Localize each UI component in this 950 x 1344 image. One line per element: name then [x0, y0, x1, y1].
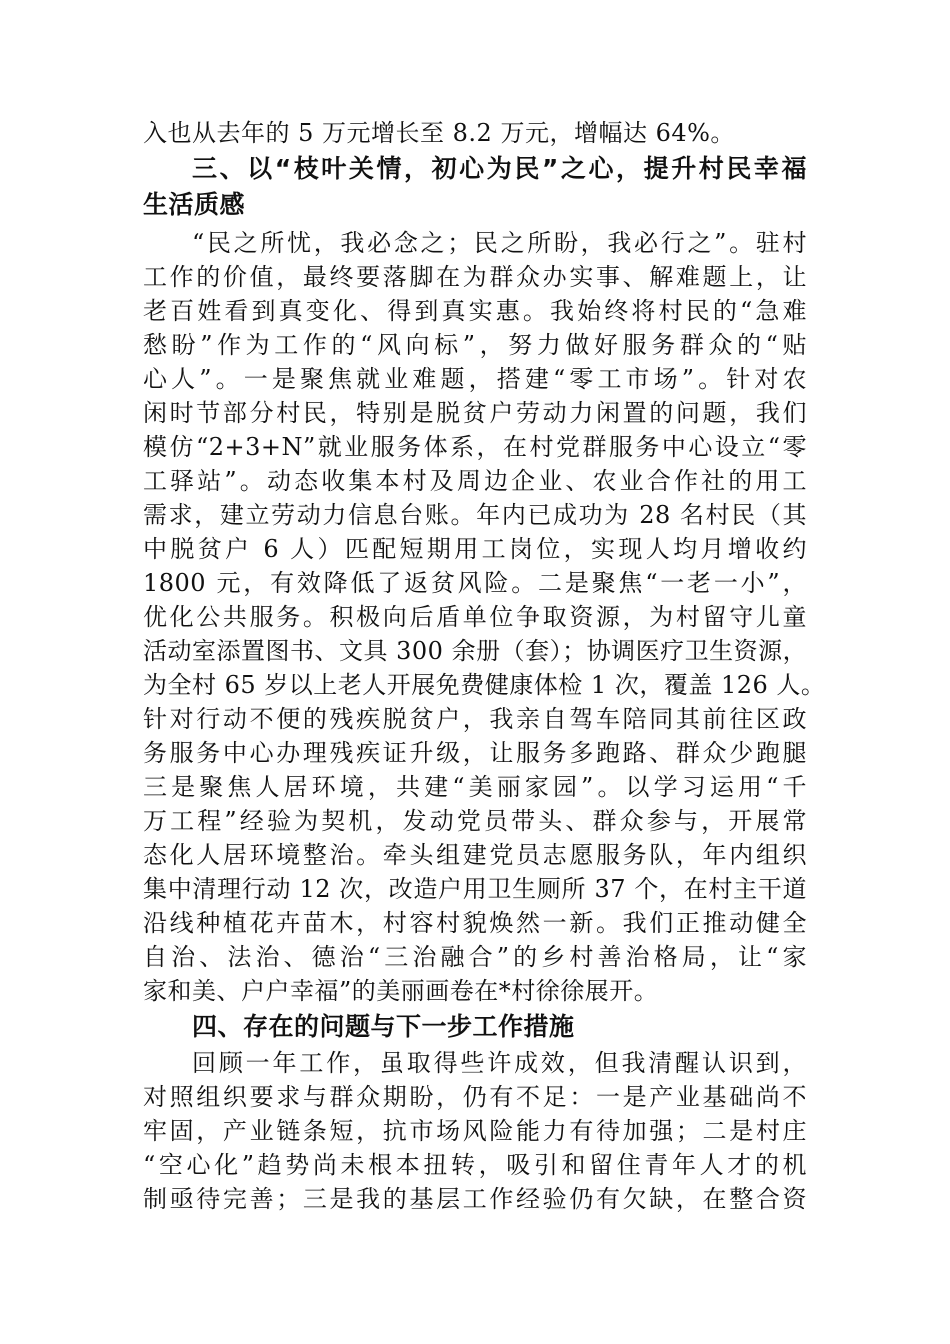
- body-line: 模仿“2+3+N”就业服务体系，在村党群服务中心设立“零: [143, 433, 807, 461]
- section-heading-4: 四、存在的问题与下一步工作措施: [192, 1012, 575, 1041]
- body-line: 工作的价值，最终要落脚在为群众办实事、解难题上，让: [143, 263, 807, 291]
- body-line: 1800 元，有效降低了返贫风险。二是聚焦“一老一小”，: [143, 569, 807, 597]
- body-line: 万工程”经验为契机，发动党员带头、群众参与，开展常: [143, 807, 807, 835]
- body-line: 为全村 65 岁以上老人开展免费健康体检 1 次，覆盖 126 人。: [143, 671, 826, 699]
- body-line: “民之所忧，我必念之；民之所盼，我必行之”。驻村: [192, 229, 807, 257]
- body-line: 集中清理行动 12 次，改造户用卫生厕所 37 个，在村主干道: [143, 875, 807, 903]
- body-line: 老百姓看到真变化、得到真实惠。我始终将村民的“急难: [143, 297, 807, 325]
- body-line: 牢固，产业链条短，抗市场风险能力有待加强；二是村庄: [143, 1117, 807, 1145]
- body-line: “空心化”趋势尚未根本扭转，吸引和留住青年人才的机: [143, 1151, 807, 1179]
- body-line: 活动室添置图书、文具 300 余册（套）；协调医疗卫生资源，: [143, 637, 808, 665]
- body-line: 家和美、户户幸福”的美丽画卷在*村徐徐展开。: [143, 977, 659, 1005]
- body-line: 对照组织要求与群众期盼，仍有不足：一是产业基础尚不: [143, 1083, 807, 1111]
- body-line: 优化公共服务。积极向后盾单位争取资源，为村留守儿童: [143, 603, 807, 631]
- section-heading-3: 三、以“枝叶关情，初心为民”之心，提升村民幸福: [192, 154, 807, 183]
- body-line: 针对行动不便的残疾脱贫户，我亲自驾车陪同其前往区政: [143, 705, 807, 733]
- body-line: 中脱贫户 6 人）匹配短期用工岗位，实现人均月增收约: [143, 535, 807, 563]
- body-line: 愁盼”作为工作的“风向标”，努力做好服务群众的“贴: [143, 331, 807, 359]
- body-line: 沿线种植花卉苗木，村容村貌焕然一新。我们正推动健全: [143, 909, 807, 937]
- body-line: 回顾一年工作，虽取得些许成效，但我清醒认识到，: [192, 1049, 807, 1077]
- body-line: 制亟待完善；三是我的基层工作经验仍有欠缺，在整合资: [143, 1185, 807, 1213]
- body-line: 需求，建立劳动力信息台账。年内已成功为 28 名村民（其: [143, 501, 807, 529]
- body-line: 闲时节部分村民，特别是脱贫户劳动力闲置的问题，我们: [143, 399, 807, 427]
- body-line: 入也从去年的 5 万元增长至 8.2 万元，增幅达 64%。: [143, 119, 735, 147]
- body-line: 态化人居环境整治。牵头组建党员志愿服务队，年内组织: [143, 841, 807, 869]
- body-line: 心人”。一是聚焦就业难题，搭建“零工市场”。针对农: [143, 365, 807, 393]
- body-line: 务服务中心办理残疾证升级，让服务多跑路、群众少跑腿: [143, 739, 807, 767]
- body-line: 三是聚焦人居环境，共建“美丽家园”。以学习运用“千: [143, 773, 807, 801]
- section-heading-3-cont: 生活质感: [143, 190, 246, 219]
- body-line: 工驿站”。动态收集本村及周边企业、农业合作社的用工: [143, 467, 807, 495]
- body-line: 自治、法治、德治“三治融合”的乡村善治格局，让“家: [143, 943, 807, 971]
